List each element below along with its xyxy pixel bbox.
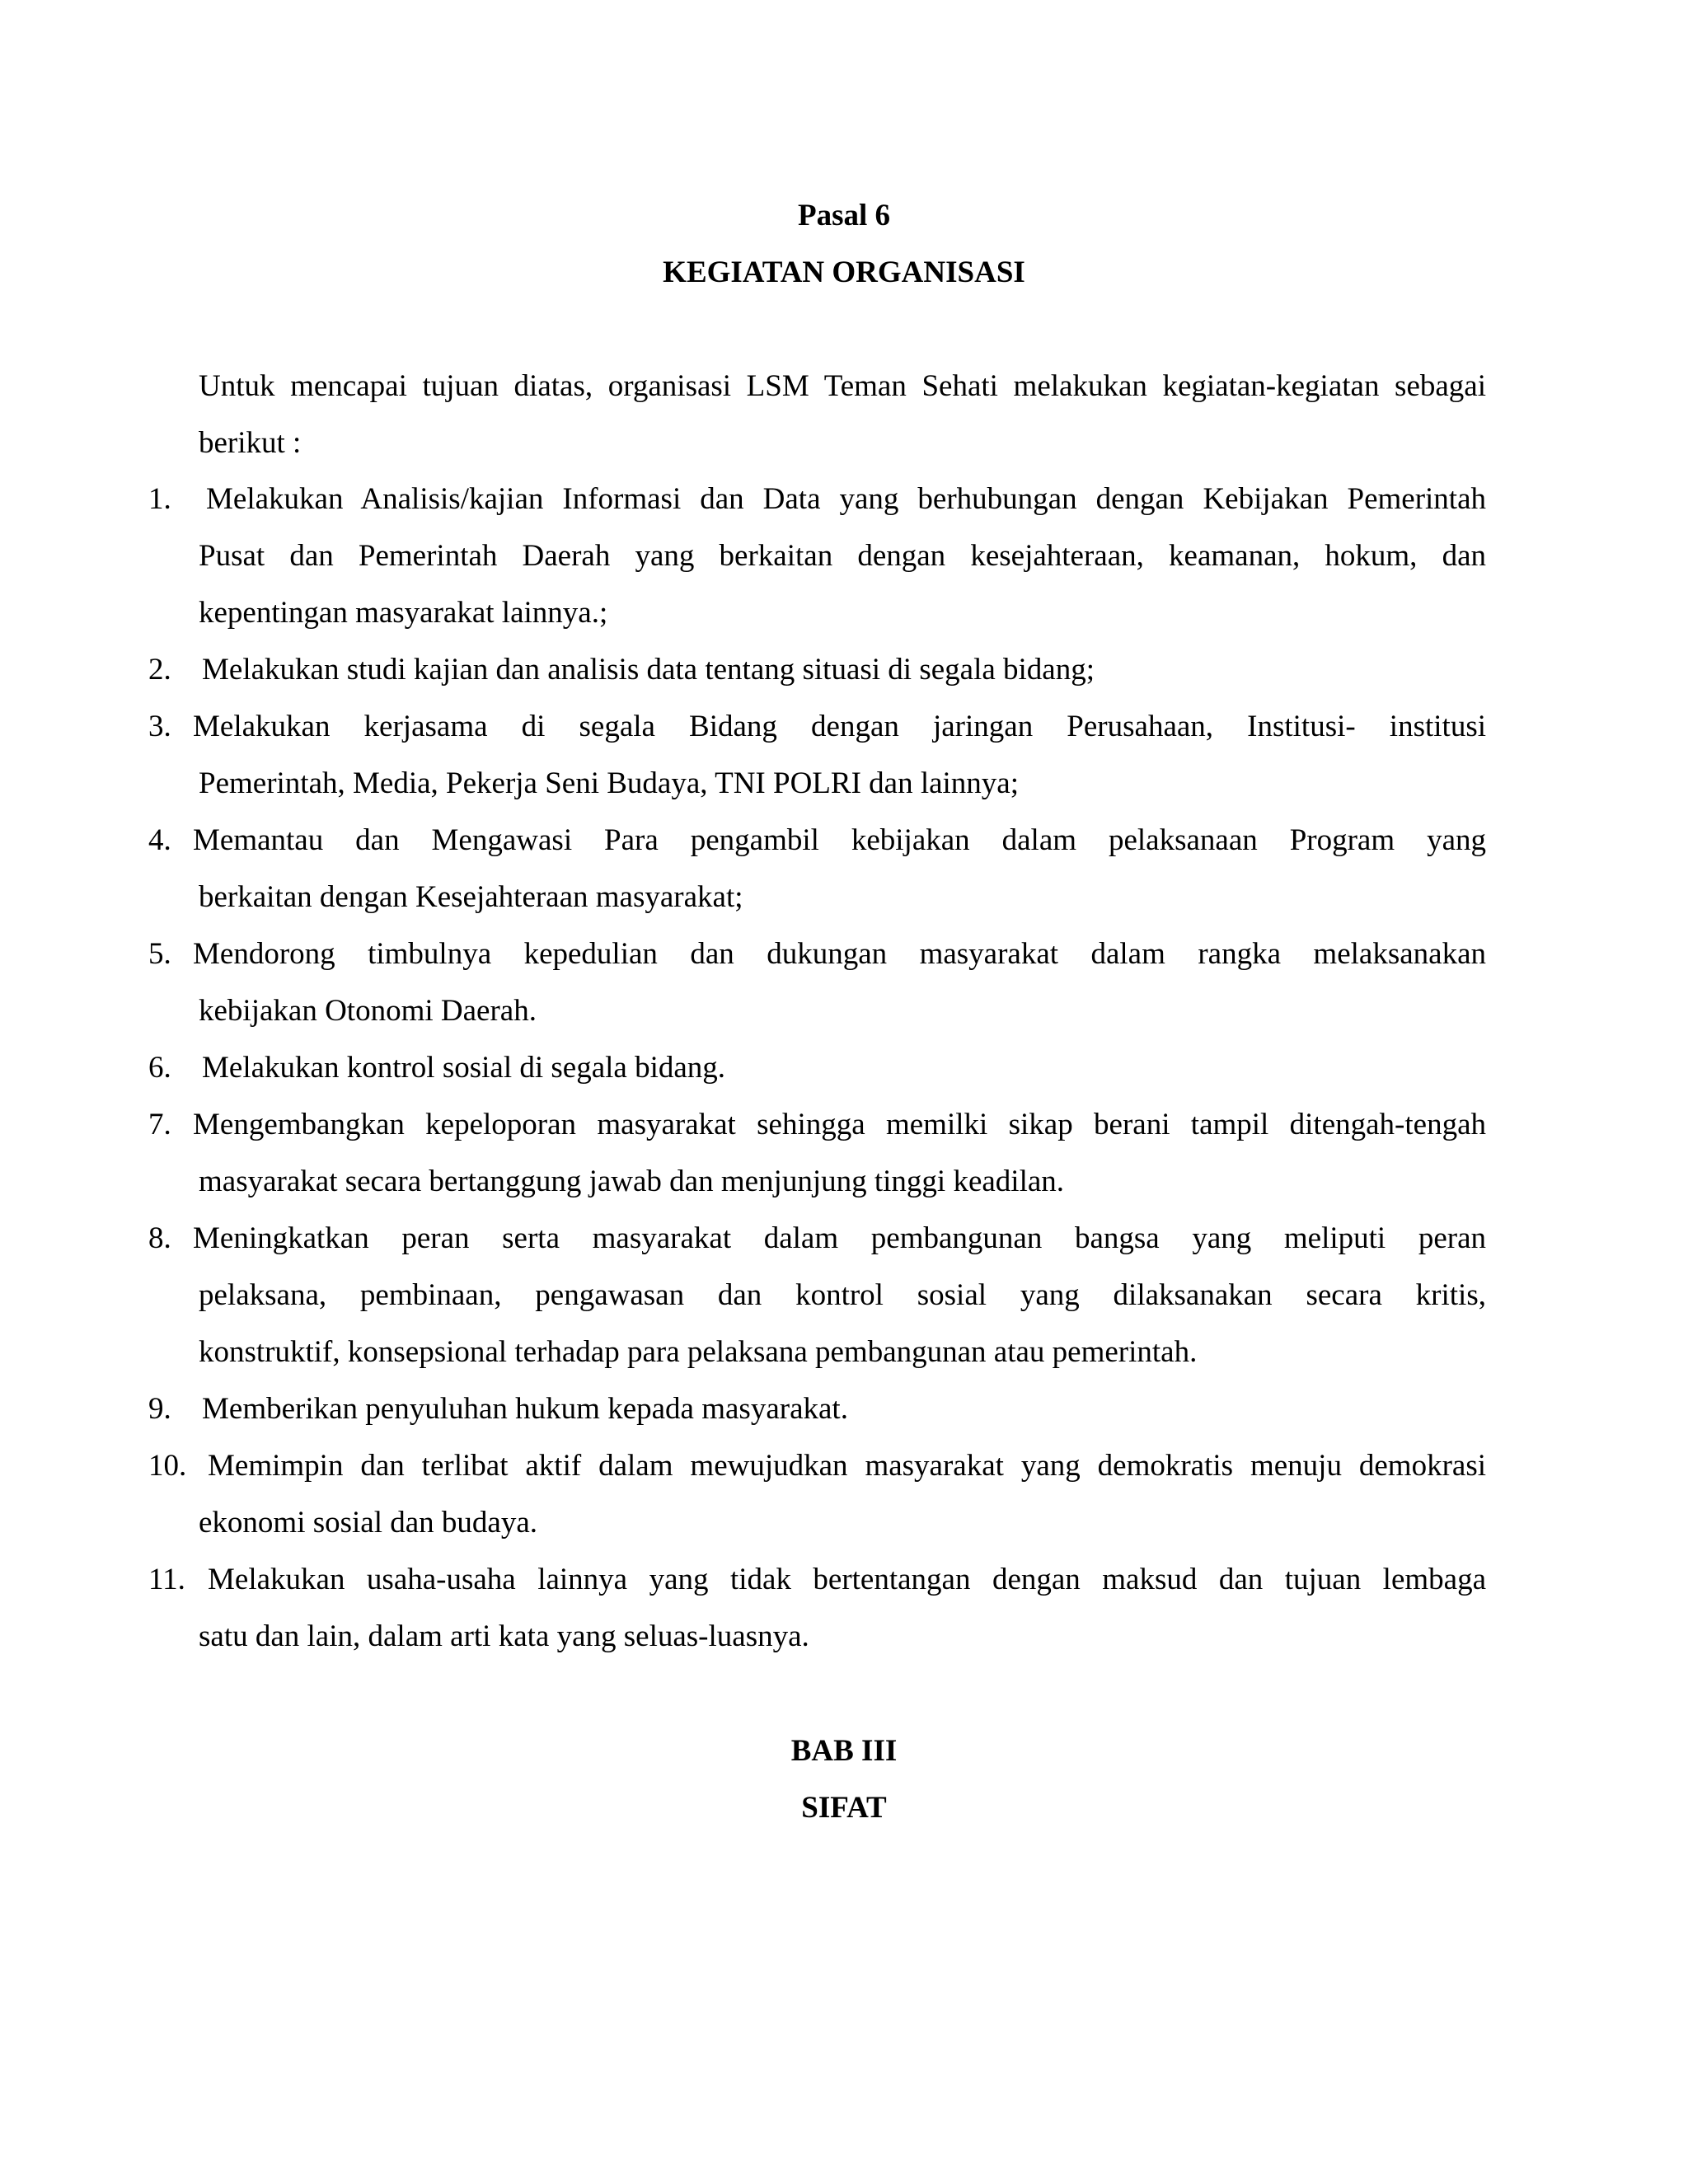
list-item-line: Mengembangkan kepeloporan masyarakat sehingga memilki sikap berani tampil ditengah-tengah <box>193 1108 1486 1141</box>
item-number: 10. <box>148 1449 187 1483</box>
article-number: Pasal 6 <box>797 199 891 232</box>
list-item-line: Memberikan penyuluhan hukum kepada masyarakat. <box>202 1392 848 1426</box>
list-item-line: Mendorong timbulnya kepedulian dan dukungan masyarakat dalam rangka melaksanakan <box>193 937 1486 971</box>
item-number: 1. <box>148 482 171 516</box>
list-item-line: Melakukan usaha-usaha lainnya yang tidak bertentangan dengan maksud dan tujuan lembaga <box>208 1563 1486 1596</box>
item-number: 7. <box>148 1108 171 1141</box>
list-item-line: Pusat dan Pemerintah Daerah yang berkaitan dengan kesejahteraan, keamanan, hokum, dan <box>199 539 1486 573</box>
list-item-line: kepentingan masyarakat lainnya.; <box>199 596 608 630</box>
list-item-line: Melakukan Analisis/kajian Informasi dan Data yang berhubungan dengan Kebijakan Pemerintah <box>206 482 1486 516</box>
list-item-line: satu dan lain, dalam arti kata yang seluas-luasnya. <box>199 1619 809 1653</box>
list-item-line: Meningkatkan peran serta masyarakat dalam pembangunan bangsa yang meliputi peran <box>193 1221 1486 1255</box>
list-item-line: kebijakan Otonomi Daerah. <box>199 994 537 1028</box>
list-item-line: Melakukan kerjasama di segala Bidang dengan jaringan Perusahaan, Institusi- institusi <box>193 710 1486 743</box>
list-item-line: berkaitan dengan Kesejahteraan masyarakat; <box>199 880 743 914</box>
list-item-line: Melakukan kontrol sosial di segala bidang. <box>202 1051 726 1085</box>
item-number: 11. <box>148 1563 185 1596</box>
list-item-line: pelaksana, pembinaan, pengawasan dan kontrol sosial yang dilaksanakan secara kritis, <box>199 1278 1486 1312</box>
chapter-number: BAB III <box>790 1734 898 1768</box>
item-number: 2. <box>148 653 171 687</box>
chapter-title: SIFAT <box>801 1791 887 1825</box>
list-item-line: Pemerintah, Media, Pekerja Seni Budaya, TNI POLRI dan lainnya; <box>199 766 1020 800</box>
list-item-line: Memantau dan Mengawasi Para pengambil kebijakan dalam pelaksanaan Program yang <box>193 823 1486 857</box>
item-number: 4. <box>148 823 171 857</box>
list-item-line: Memimpin dan terlibat aktif dalam mewujudkan masyarakat yang demokratis menuju demokrasi <box>208 1449 1486 1483</box>
list-item-line: masyarakat secara bertanggung jawab dan menjunjung tinggi keadilan. <box>199 1165 1065 1198</box>
item-number: 9. <box>148 1392 171 1426</box>
list-item-line: Melakukan studi kajian dan analisis data tentang situasi di segala bidang; <box>202 653 1095 687</box>
list-item-line: ekonomi sosial dan budaya. <box>199 1506 538 1540</box>
article-title: KEGIATAN ORGANISASI <box>663 255 1025 289</box>
item-number: 5. <box>148 937 171 971</box>
list-item-line: konstruktif, konsepsional terhadap para pelaksana pembangunan atau pemerintah. <box>199 1335 1198 1369</box>
intro-paragraph: Untuk mencapai tujuan diatas, organisasi LSM Teman Sehati melakukan kegiatan-kegiatan sebagai berikut : <box>199 369 1486 460</box>
item-number: 6. <box>148 1051 171 1085</box>
item-number: 3. <box>148 710 171 743</box>
item-number: 8. <box>148 1221 171 1255</box>
